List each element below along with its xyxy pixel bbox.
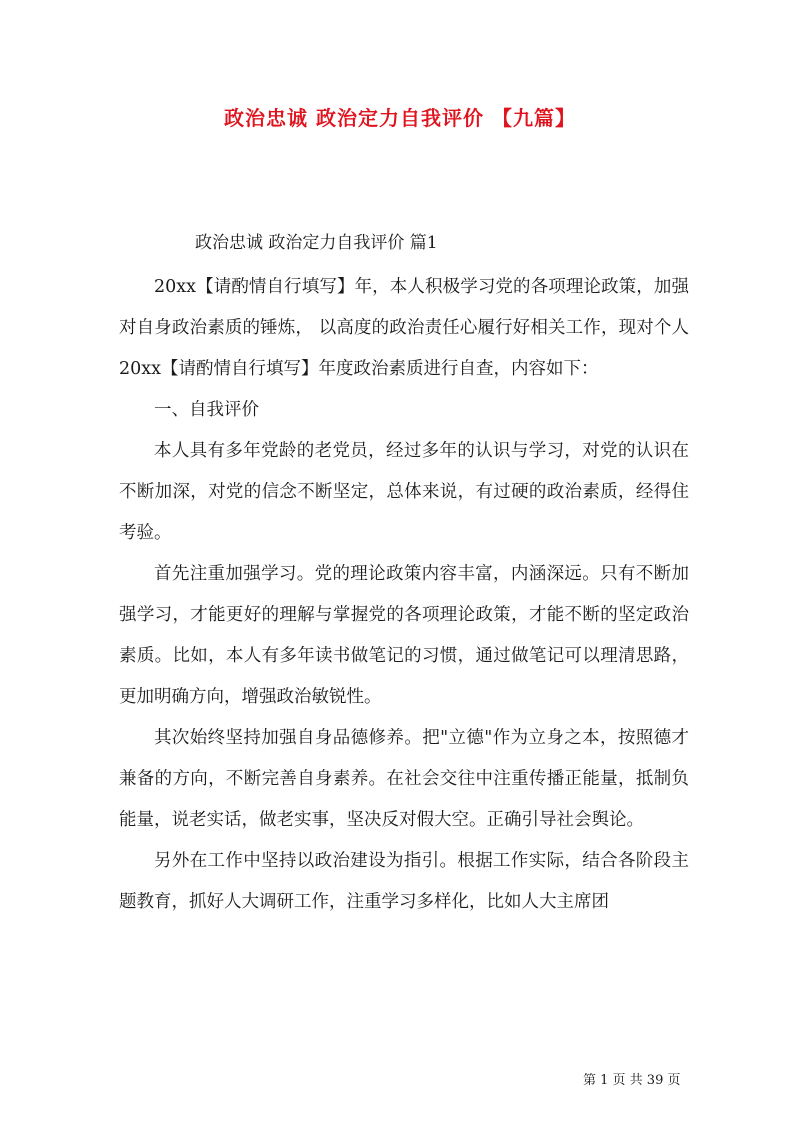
section-heading-self-evaluation: 一、自我评价 — [154, 400, 259, 420]
paragraph-morality: 其次始终坚持加强自身品德修养。把"立德"作为立身之本，按照德才兼备的方向，不断完善自身素养。在社会交往中注重传播正能量，抵制负能量，说老实话，做老实事，坚决反对假大空。正确引导社会舆论。 — [119, 728, 689, 830]
paragraph-party-member: 本人具有多年党龄的老党员，经过多年的认识与学习，对党的认识在不断加深，对党的信念不断坚定，总体来说，有过硬的政治素质，经得住考验。 — [119, 441, 689, 543]
document-body — [119, 267, 689, 923]
paragraph-study: 首先注重加强学习。党的理论政策内容丰富，内涵深远。只有不断加强学习，才能更好的理解与掌握党的各项理论政策，才能不断的坚定政治素质。比如，本人有多年读书做笔记的习惯，通过做笔记可以理清思路，更加明确方向，增强政治敏锐性。 — [119, 564, 689, 707]
section-subtitle: 政治忠诚 政治定力自我评价 篇1 — [195, 233, 438, 253]
page-number: 第 1 页 共 39 页 — [583, 1073, 681, 1088]
document-title: 政治忠诚 政治定力自我评价 【九篇】 — [224, 106, 576, 130]
paragraph-intro: 20xx【请酌情自行填写】年，本人积极学习党的各项理论政策，加强对自身政治素质的锤炼， 以高度的政治责任心履行好相关工作，现对个人 20xx【请酌情自行填写】年度政治素质进行自查，内容如下： — [119, 277, 689, 379]
paragraph-work: 另外在工作中坚持以政治建设为指引。根据工作实际，结合各阶段主题教育，抓好人大调研工作，注重学习多样化，比如人大主席团 — [119, 851, 689, 912]
